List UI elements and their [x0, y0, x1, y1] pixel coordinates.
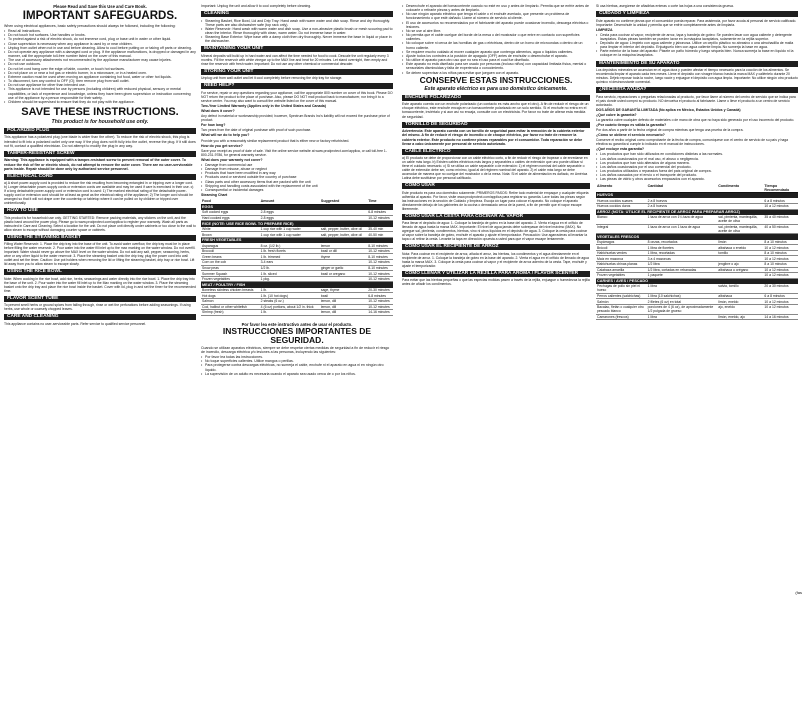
warranty-question: What does your warranty not cover? — [201, 157, 263, 162]
safeguard-item: • Close supervision is necessary when any appliance is used by or near children. — [4, 42, 196, 46]
table-cell: 6-8 minutes — [367, 210, 393, 215]
polarized-plug-text: This appliance has a polarized plug (one blade is wider than the other). To reduce the risk of electric shock, this plug is intended to fit into a polarized outlet only one way. If the plug does not fit fully into the outlet, reverse the plug. If it still does not fit, contact a qualified electrician. Do not attempt to modify the plug in any way. — [4, 135, 196, 148]
table-cell: 1 lb. — [260, 310, 320, 316]
enchufe-bar: ENCHUFE POLARIZADO — [402, 95, 590, 101]
table-row — [596, 224, 798, 234]
table-cell: 2 steaks (6 oz.) — [260, 299, 320, 305]
table-cell: 8 a 10 minutos — [763, 240, 798, 245]
herbs-note: Si usa hierbas, asegúrese de añadirlas enteras o corte las hojas a una consistencia gruesa. — [596, 4, 734, 8]
table-cell: basil or dill — [320, 248, 367, 254]
table-cell: lemon, dill — [320, 310, 367, 316]
limpieza-item: • Parte exterior de la base del aparato: Pásele un paño húmedo y luego séquela bien. Nunca sumerja la base en líquido ni la coloque en la máquina lavaplatos. — [596, 49, 798, 57]
spanish-safeguards-heading: INSTRUCCIONES IMPORTANTES DE SEGURIDAD. — [222, 325, 372, 345]
table-cell: 10-12 minutes — [367, 271, 393, 277]
ayuda-text: Para servicio, reparaciones o preguntas relacionadas al producto, por favor llame al número del centro de servicio que se indica para el país donde usted compró su producto. NO devuelva el producto al fabricante. Llame o lleve el producto a un centro de servicio autorizado. — [596, 94, 796, 107]
table-cell: 40 a 50 minutos — [763, 224, 798, 234]
table-cell: 40-50 min — [367, 232, 393, 238]
table-cell: 8-10 minutes — [367, 254, 393, 260]
section-title: HUEVOS — [596, 193, 798, 199]
table-cell: Salmón — [596, 299, 647, 305]
limpieza-item: • Depósito de agua: Límpielo con agua caliente y jabonosa. Utilice un cepillo plástico no abrasivo o una almohadilla de malla para limpiar el interior del depósito. Enjuáguelo bien con agua caliente limpia. No sumerja la base en agua. — [596, 41, 798, 49]
como-usar-text: Este producto es para uso doméstico solamente. PRIMEROS PASOS: Retire todo material de empaque y cualquier etiqueta adherida al aparato. Por favor, visite www.prodprotect.com/applica para registrar su garantía. Lave todas las piezas según las instrucciones en la sección de Cuidado y limpieza. Escoja un lugar para colocar el aparato. No coloque el aparato directamente debajo de los gabinetes de la cocina o demasiado cerca de la pared, a fin de permitir que el vapor escape libremente. — [402, 190, 589, 211]
table-cell: thyme — [320, 254, 367, 260]
table-cell: 3 a 4 mazorcas — [647, 256, 718, 262]
safeguard-item: • To disconnect, turn any control to OFF (O); then remove plug from wall outlet. — [4, 79, 196, 83]
table-cell: Asparagus — [201, 243, 260, 248]
table-cell: 1 lb. trimmed — [260, 254, 320, 260]
safeguard-item: • Children should be supervised to ensure that they do not play with the appliance. — [4, 100, 196, 104]
maintaining-text: Mineral deposits will build up in hard water and can affect the time needed for food to cook. Descale the unit regularly every 3 months. Fill the reservoir with white vinegar up to the MAX line and heat for 20 minutes. Let stand overnight, then empty and rinse the reservoir with fresh water. Important: Do not use any other chemical or commercial descaler. — [201, 53, 389, 66]
table-cell: 14 a 16 minutos — [763, 314, 798, 320]
table-row — [596, 215, 798, 224]
table-header-row — [596, 183, 798, 192]
table-cell: salvia, tomillo — [717, 284, 763, 293]
cesta-text: Para llenar el depósito de agua: 1. Coloque la bandeja de goteo en la base del aparato. 2. Vierta el agua en el orificio de llenado de agua hasta la marca MAX. Importante: El nivel de agua jamás debe sobrepasar del nivel máximo (MAX). No agregue sal, pimienta, condimentos, hierbas, vino ni otros líquidos en el depósito de agua. 3. Coloque la cesta para cocinar al vapor sobre la bandeja de goteo, enchufe el aparato y ajuste el temporizador. Precaución: Use agarraderas al levantar la tapa o al retirar la cesta. Levante la tapa en dirección opuesta a usted para que el vapor escape lentamente. — [402, 221, 588, 242]
table-cell: 8 onzas, recortados — [647, 240, 718, 245]
table-cell: albahaca u orégano — [717, 267, 763, 273]
table-cell: 1 libra — [647, 314, 718, 320]
save-instructions-heading: SAVE THESE INSTRUCTIONS. — [21, 105, 179, 118]
safeguards-intro: When using electrical appliances, basic safety precautions should always be followed, including the following: — [4, 24, 176, 28]
table-cell: Pechugas de pollo sin piel ni hueso — [596, 284, 647, 293]
garantia-exclusion: • Los daños causados por el envío o el transporte del producto. — [596, 173, 798, 177]
column-header: Time — [367, 199, 393, 204]
garantia-question: ¿Qué excluye esta garantía? — [596, 147, 645, 152]
spanish-intro: Cuando se utilizan aparatos eléctricos, siempre se debe respetar ciertas medidas de seguridad a fin de reducir el riesgo de incendio, descarga eléctrica y/o lesiones a las personas, incluyendo las siguientes: — [201, 345, 390, 354]
tornillo-bar: TORNILLO DE SEGURIDAD — [402, 122, 590, 128]
flavor-scent-bar: FLAVOR SCENT TUBE — [4, 296, 196, 302]
table-cell: 10-12 minutes — [367, 248, 393, 254]
table-cell: Frozen vegetables — [201, 276, 260, 282]
safeguard-item: • Do not operate any appliance with a damaged cord or plug. If the appliance malfunctions, is dropped or damaged in any manner, call the appropriate toll-free number listed on the cover of this manual. — [4, 50, 196, 58]
table-cell: 8 oz. (1/2 lb.) — [260, 243, 320, 248]
garantia-exclusion: • Los daños ocasionados por el uso comercial del producto. — [596, 165, 798, 169]
section-title: VEGETALES FRESCOS — [596, 234, 798, 240]
table-cell: 10 a 12 minutos — [763, 273, 798, 279]
garantia-exclusion: • Las piezas de vidrio y otros accesorios empacados con el aparato. — [596, 177, 798, 181]
garantia-title: DOS AÑOS DE GARANTÍA LIMITADA (No aplica en México, Estados Unidos y Canadá) — [596, 107, 741, 112]
table-cell: sal, pimienta, mantequilla, aceite de oliva — [717, 224, 763, 234]
warranty-question: How do you get service? — [201, 143, 243, 148]
garantia-exclusion: • Los productos utilizados o reparados fuera del país original de compra. — [596, 169, 798, 173]
table-cell: Habichuelas chinas planas — [596, 261, 647, 267]
table-cell: 1 cup rice with 1 cup water — [260, 227, 320, 232]
table-cell: Blanco — [596, 215, 647, 224]
table-cell: sal, pimienta, mantequilla, aceite de oliva — [717, 215, 763, 224]
table-row — [596, 314, 798, 320]
column-header: Tiempo Recomendado — [763, 183, 798, 192]
table-cell: 1 taza de arroz con 1¼ taza de agua — [647, 215, 718, 224]
need-help-bar: NEED HELP? — [201, 83, 393, 89]
safeguard-item: • Do not use appliance for other than intended use. — [4, 83, 196, 87]
table-cell: Huevos cocidos suaves — [596, 198, 647, 203]
table-cell: 4 (6 oz) portions, about 1/2 in. thick — [260, 304, 320, 310]
table-row — [596, 284, 798, 293]
table-cell: 1 taza de arroz con 1 taza de agua — [647, 224, 718, 234]
table-cell: 3-4 ears — [260, 260, 320, 266]
column-header: Condimento — [717, 183, 763, 192]
table-cell: 6 a 8 minutos — [763, 293, 798, 299]
safeguard-item: • This appliance is not intended for use by persons (including children) with reduced physical, sensory or mental capabilities, or lack of experience and knowledge, unless they have been given supervision or instruction concerning use of the appliance by a person responsible for their safety. — [4, 87, 196, 99]
table-cell: 1 lb. sliced — [260, 271, 320, 277]
garantia-exclusions — [596, 152, 798, 181]
safeguard-item: • To protect against a risk of electric shock, do not immerse cord, plug or base unit in water or other liquid. — [4, 37, 196, 41]
table-cell: 2-8 eggs — [260, 210, 320, 215]
warranty-question: For how long? — [201, 123, 226, 128]
safeguard-item: • Read all instructions. — [4, 29, 196, 33]
warranty-question: What does it cover? — [201, 109, 235, 114]
column-spanish-care-chart — [596, 4, 798, 704]
table-cell: lemon — [320, 243, 367, 248]
table-cell: basil or oregano — [320, 271, 367, 277]
how-to-use-bar: HOW TO USE — [4, 208, 196, 214]
table-cell: basil — [320, 293, 367, 299]
table-cell: 10-12 minutes — [367, 215, 393, 221]
table-cell: Cod, halibut or other whitefish — [201, 304, 260, 310]
warranty-exclusion: • Shipping and handling costs associated with the replacement of the unit — [201, 184, 393, 188]
garantia-exclusion: • Los productos que han sido alterados de alguna manera. — [596, 161, 798, 165]
table-cell: 10-12 minutes — [367, 299, 393, 305]
table-cell: Integral — [596, 224, 647, 234]
table-cell: Summer Squash — [201, 271, 260, 277]
spanish-safeguard-item: • Por favor lea todas las instrucciones. — [201, 355, 393, 359]
table-cell: albahaca o eneldo — [717, 245, 763, 251]
storing-bar: STORING YOUR UNIT — [201, 69, 393, 75]
electrical-cord-bar: ELECTRICAL CORD — [4, 174, 196, 180]
read-save-notice: Please Read and Save this Use and Care Book. — [53, 4, 147, 9]
table-cell: tomillo — [717, 250, 763, 256]
spanish-read-notice: Por favor lea este instructivo antes de usar el producto. — [241, 321, 353, 327]
arroz-text: Nota: Para cocinar en el recipiente de arroz, añada el arroz, las hierbas, los condimentos y el agua directamente en el recipiente de arroz. 1. Coloque la bandeja de goteo en la base del aparato. 2. Vierta el agua en el orificio de llenado de agua hasta la marca MAX. 3. Coloque la cesta para cocinar al vapor y el recipiente de arroz adentro de la cesta. Tape, enchufe y ajuste el temporizador. — [402, 251, 589, 268]
warranty-answer: Two years from the date of original purchase with proof of such purchase. — [201, 128, 312, 133]
spanish-safeguard-item: • Se deben supervisar a los niños para evitar que jueguen con el aparato. — [402, 71, 590, 75]
spanish-safeguard-item: • La supervisión de un adulto es necesaria cuando el aparato sea usado cerca de o por los niños. — [201, 372, 393, 376]
safeguard-item: • Do not use outdoors. — [4, 62, 196, 66]
steaming-basket-text: Filling Water Reservoir: 1. Place the drip tray into the base of the unit. To avoid water overflow, the drip tray must be in place before filling the water reservoir. 2. Pour water into the water fill inlet up to the max marking on the water window. Do not overfill. Important: Water should never go above the MAX level on the water window. Do not add any salt, pepper, seasoning, herbs, wine or any other liquid to the water reservoir. 3. Place the steaming basket onto the drip tray, plug the power cord into wall outlet and set the timer. Caution: Use pot holders when removing the lid or lifting the steaming basket, drip tray or rice bowl. Lift lid away from you to allow steam to escape slowly. — [4, 242, 196, 267]
spanish-safeguards-list — [201, 355, 393, 376]
steaming-basket-bar: USING THE STEAMING BASKET — [4, 235, 196, 241]
spanish-safeguard-item: • No toque superficies calientes. Utilice mangos o perillas. — [201, 359, 393, 363]
how-to-use-text: This product is for household use only. GETTING STARTED: Remove packing materials, any stickers on the unit, and the plastic band around the power plug. Please go to www.prodprotect.com/applica to register your warranty. Wash all parts as instructed in Care and Cleaning. Select a location for the unit. Do not place unit directly under cabinets or too close to the wall to allow steam to escape without damaging counter space or cabinets. — [4, 215, 196, 232]
table-cell: Espárragos — [596, 240, 647, 245]
cesta-bar: CÓMO USAR LA CESTA PARA COCINAR AL VAPOR — [402, 214, 590, 220]
table-cell: Hard cooked eggs — [201, 215, 260, 221]
spanish-safeguards-list-cont — [402, 4, 590, 75]
table-cell: 1 libra de floretes — [647, 245, 718, 251]
table-cell: Habichuelas verdes — [596, 250, 647, 256]
table-cell: Bacalao, fletán o cualquier otro pescado blanco — [596, 304, 647, 314]
flavor-scent-text: To prevent smell herbs or ground spices from falling through, rinse or wet the perforations before adding seasonings. If using herbs, use whole or coarsely chopped leaves. — [4, 303, 191, 312]
warranty-exclusion: • Damage from misuse, abuse or neglect — [201, 167, 393, 171]
limpieza-item: • Cesta para cocinar al vapor, recipiente de arroz, tapa y bandeja de goteo: Se pueden lavar con agua caliente y detergente lavaplatos. Estas piezas también se pueden lavar en la máquina lavaplatos, solamente en la rejilla superior. — [596, 33, 798, 41]
warranty-exclusion: • Consequential or incidental damages — [201, 188, 393, 192]
table-cell: 1 libra — [647, 284, 718, 293]
warranty-exclusion: • Glass parts and other accessory items that are packed with the unit — [201, 180, 393, 184]
warranty-answer: Save your receipt as proof of date of sale. Visit the online service website at www.prodprotect.com/applica, or call toll-free 1-800-231-9786, for general warranty service. — [201, 148, 387, 157]
important-safeguards-heading: IMPORTANT SAFEGUARDS. — [22, 10, 178, 22]
table-cell: 20-30 minutes — [367, 288, 393, 293]
table-cell: albahaca — [717, 293, 763, 299]
table-cell: 8 a 10 minutos — [763, 261, 798, 267]
table-cell: Camarones (frescos) — [596, 314, 647, 320]
table-cell: 1 pkg. — [260, 276, 320, 282]
household-use-note: This product is for household use only. — [51, 118, 149, 125]
cuidado-bar: CUIDADO Y LIMPIEZA — [596, 11, 798, 17]
spanish-safeguard-item: • No utilice el aparato para otro uso que no sea el uso para el cual fue diseñado. — [402, 58, 590, 62]
garantia-question: ¿Cómo se obtiene el servicio necesario? — [596, 133, 665, 138]
table-cell: 1 paquete — [647, 273, 718, 279]
table-cell: Brown — [201, 232, 260, 238]
need-help-text: For service, repair or any questions regarding your appliance, call the appropriate 800 number on cover of this book. Please DO NOT return the product to the place of purchase. Also, please DO NOT mail product back to manufacturer, nor bring it to a service center. You may also want to consult the website listed on the cover of this manual. — [201, 90, 393, 103]
table-cell: 1/2 libra — [647, 261, 718, 267]
table-cell: Shrimp (fresh) — [201, 310, 260, 316]
table-cell: 8-10 minutes — [367, 265, 393, 271]
column-header: Food — [201, 199, 260, 204]
column-header: Amount — [260, 199, 320, 204]
table-cell: Broccoli — [201, 248, 260, 254]
steaming-chart-title: Steaming Chart — [201, 192, 228, 197]
table-cell: 6-8 minutes — [367, 293, 393, 299]
garantia-question: ¿Qué cubre la garantía? — [596, 112, 637, 117]
table-cell: 10-12 minutes — [367, 276, 393, 282]
table-cell: Green beans — [201, 254, 260, 260]
aroma-text: Para evitar que las hierbas pequeñas o que las especias molidas pasen a través de la rejilla, enjuague o humedezca la rejilla antes de añadir los condimentos. — [402, 278, 590, 287]
cleaning-list — [201, 19, 393, 44]
cleaning-item: • Water Reservoir: Hand wash with warm water and dish soap. Use a non-abrasive plastic brush or mesh scouring pad to clean the interior. Rinse thoroughly with clean, warm water. Do not immerse base in water. — [201, 27, 393, 35]
spanish-safeguard-item: • No coloque sobre ni cerca de las hornillas de gas o eléctricas, dentro de un horno de microondas o dentro de un horno caliente. — [402, 41, 590, 49]
table-cell: ginger or garlic — [320, 265, 367, 271]
warranty-question: What will we do to help you? — [201, 133, 250, 138]
table-cell: 6 a 8 minutos — [763, 198, 798, 203]
spanish-safeguard-item: • No se use al aire libre. — [402, 29, 590, 33]
table-cell: Maíz en mazorca — [596, 256, 647, 262]
como-usar-bar: CÓMO USAR — [402, 183, 590, 189]
tamper-screw-text: Warning: This appliance is equipped with a tamper-resistant screw to prevent removal of the outer cover. To reduce the risk of fire or electric shock, do not attempt to remove the outer cover. There are no user-serviceable parts inside. Repair should be done only by authorized service personnel. — [4, 158, 193, 171]
table-cell: 10 a 12 minutos — [763, 204, 798, 210]
section-title: ARROZ (NOTA: UTILICE EL RECIPIENTE DE ARROZ PARA PREPARAR ARROZ) — [596, 209, 798, 215]
table-cell: White — [201, 227, 260, 232]
spanish-safeguard-item: • Desenchufe el aparato del tomacorriente cuando no esté en uso y antes de limpiarlo. Permita que se enfríe antes de colocarle o retirarle piezas y antes de limpiarlo. — [402, 4, 590, 12]
safeguard-item: • Extreme caution must be used when moving an appliance containing hot food, water or other hot liquids. — [4, 75, 196, 79]
maintaining-bar: MAINTAINING YOUR UNIT — [201, 46, 393, 52]
garantia-answer: Por dos años a partir de la fecha original de compra mientras que tenga una prueba de la compra. — [596, 128, 744, 133]
garantia-exclusion: • Los daños ocasionados por el mal uso, el abuso o negligencia. — [596, 157, 798, 161]
cleaning-item: • Steaming Basket, Rice Bowl, Lid and Drip Tray: Hand wash with warm water and dish soap. Rinse and dry thoroughly. These parts are also dishwasher safe (top rack only). — [201, 19, 393, 27]
rice-bowl-text: Note: When cooking in the rice bowl, add rice, herbs, seasonings and water directly into the rice bowl. 1. Place the drip tray into the base of the unit. 2. Pour water into the water fill inlet up to the Max marking on the water window. 3. Place the steaming basket onto the drip tray and place the rice bowl inside the basket. Cover with lid, plug in and set the timer for the recommended time. — [4, 276, 196, 293]
table-cell: Perros calientes (salchichas) — [596, 293, 647, 299]
spanish-safeguard-item: • Este aparato no está diseñado para ser usado por personas (incluso niños) con capacidad limitada física, mental o sensoriales disminuidas y falta de experiencia o conocimiento. — [402, 62, 590, 70]
table-cell: Hot dogs — [201, 293, 260, 299]
table-cell: 8-10 minutes — [367, 243, 393, 248]
garantia-answer: La garantía cubre cualquier defecto de materiales o de mano de obra que no haya sido generado por el uso incorrecto del producto. — [596, 117, 795, 122]
table-cell: 1 libra, recortadas — [647, 250, 718, 256]
polarized-plug-bar: POLARIZED PLUG — [4, 128, 196, 134]
table-cell: 35-40 min — [367, 227, 393, 232]
mantenimiento-bar: MANTENIMIENTO DE SU APARATO — [596, 61, 798, 67]
rice-bowl-bar: USING THE RICE BOWL — [4, 269, 196, 275]
table-cell: limón — [717, 240, 763, 245]
table-cell: 10-12 minutes — [367, 260, 393, 266]
table-cell: 10-12 minutes — [367, 304, 393, 310]
table-cell: 2 filetes (6 oz) en total — [647, 299, 718, 305]
warranty-exclusion: • Products that have been modified in any way — [201, 171, 393, 175]
table-cell: salt, pepper, butter, olive oil — [320, 232, 367, 238]
section-title: MEAT / POULTRY / FISH — [201, 282, 393, 288]
table-cell: 10 a 12 minutos — [763, 299, 798, 305]
tabla-coccion-body — [596, 193, 798, 320]
section-title: EGGS — [201, 204, 393, 210]
domestic-use-note: Este aparato eléctrico es para uso doméstico únicamente. — [424, 85, 568, 92]
steaming-chart-table — [201, 199, 393, 316]
table-cell: 10 a 12 minutos — [763, 304, 798, 314]
table-cell: 10 a 12 minutos — [763, 245, 798, 251]
table-cell: 1 lb. fresh florets — [260, 248, 320, 254]
electrical-cord-text: a) A short power-supply cord is provided to reduce the risk resulting from becoming entangled in or tripping over a longer cord. b) Longer detachable power-supply cords or extension cords are available and may be used if care is exercised in their use. c) If a long detachable power-supply cord or extension cord is used: 1) The marked electrical rating of the detachable power-supply cord or extension cord should be at least as great as the electrical rating of the appliance; 2) The longer cord should be arranged so that it will not drape over the countertop or tabletop where it can be pulled on by children or tripped over unintentionally. — [4, 181, 194, 206]
mantenimiento-text: Los depósitos minerales se acumulan en el agua dura y pueden afectar el tiempo necesario para la cocción de los alimentos. Se recomienda limpiar el aparato cada tres meses. Llene el depósito con vinagre blanco hasta la marca MAX y caliéntelo durante 20 minutos. Déjelo reposar toda la noche, luego vacíe y enjuague el depósito con agua limpia. Importante: No utilice ningún otro producto químico ni desincrustante comercial. — [596, 68, 798, 85]
tamper-screw-bar: TAMPER-RESISTANT SCREW — [4, 151, 196, 157]
table-cell: Soft cooked eggs — [201, 210, 260, 215]
table-cell: ajo, eneldo — [717, 304, 763, 314]
table-cell: 1 lb. (10 hot dogs) — [260, 293, 320, 299]
warranty-answer: Provide you with a reasonably similar replacement product that is either new or factory refurbished. — [201, 138, 350, 143]
conserve-heading: CONSERVE ESTAS INSTRUCCIONES. — [419, 74, 573, 85]
tornillo-text: Advertencia: Este aparato cuenta con un tornillo de seguridad para evitar la remoción de la cubierta exterior del mismo. A fin de reducir el riesgo de incendio o de choque eléctrico, por favor no trate de remover la cubierta exterior. Este producto no contiene piezas reparables por el consumidor. Toda reparación se debe llevar a cabo únicamente por personal de servicio autorizado. — [402, 129, 585, 146]
table-cell: 1/2 lb. — [260, 265, 320, 271]
table-cell: porciones de 4 (6 oz), de aproximadamente 1/2 pulgada de grueso — [647, 304, 718, 314]
table-cell: Corn on the cob — [201, 260, 260, 266]
spanish-safeguard-item: • Ajuste todos los controles a la posición de apagado (OFF) antes de enchufar o desenchufar el aparato. — [402, 54, 590, 58]
column-header: Alimento — [596, 183, 647, 192]
table-row — [201, 310, 393, 316]
enchufe-text: Este aparato cuenta con un enchufe polarizado (un contacto es más ancho que el otro). A fin de reducir el riesgo de un choque eléctrico, este enchufe encaja en un tomacorriente polarizado en un solo sentido. Si el enchufe no entra en el tomacorriente, inviértalo y si aun así no encaja, consulte con un electricista. Por favor no trate de alterar esta medida de seguridad. — [402, 102, 589, 119]
table-cell: 1/2 libra, cortadas en rebanadas — [647, 267, 718, 273]
warranty-exclusion: • Products used or serviced outside the country of purchase — [201, 175, 393, 179]
table-cell: Snow peas — [201, 265, 260, 271]
side-edge-label: (fas — [795, 590, 802, 595]
care-cleaning-text: This appliance contains no user-serviceable parts. Refer service to qualified service personnel. — [4, 321, 147, 326]
garantia-exclusion: • Los productos que han sido utilizados en condiciones distintas a las normales. — [596, 152, 798, 156]
table-cell: 8 a 10 minutos — [763, 250, 798, 256]
table-cell: 10 a 12 minutos — [763, 267, 798, 273]
table-cell: Frozen vegetables — [596, 273, 647, 279]
garantia-answer: Conserve el recibo original como comprobante de la fecha de compra, comuníquese con el centro de servicio de su país y haga efectiva su garantía si cumple lo indicado en el manual de instrucciones. — [596, 138, 789, 147]
table-cell: 35 a 40 minutos — [763, 215, 798, 224]
table-cell: jengibre o ajo — [717, 261, 763, 267]
warranty-exclusion: • Damage from commercial use — [201, 163, 393, 167]
spanish-safeguard-item: • No use ningún aparato eléctrico que tenga el cable o el enchufe averiado, que presente un problema de funcionamiento o que esté dañado. Llame al número de servicio al cliente. — [402, 12, 590, 20]
table-cell: limón, eneldo — [717, 299, 763, 305]
ayuda-bar: ¿NECESITA AYUDA? — [596, 87, 798, 93]
safeguards-list — [4, 29, 196, 104]
safeguard-item: • Do not touch hot surfaces. Use handles or knobs. — [4, 33, 196, 37]
cleaning-item: • Steaming Base Exterior: Wipe base with a damp cloth then dry thoroughly. Never immerse the base in liquid or place in the dishwasher. — [201, 35, 393, 43]
tabla-coccion — [596, 183, 798, 320]
table-cell: 2-8 eggs — [260, 215, 320, 221]
column-english-safeguards — [4, 4, 196, 704]
cable-bar: CABLE ELÉCTRICO — [402, 149, 590, 155]
section-title: RICE (NOTE: USE RICE BOWL TO PREPARE RICE) — [201, 221, 393, 227]
cuidado-text: Este aparato no contiene piezas que el consumidor pueda reparar. Para asistencia, por favor acuda al personal de servicio calificado. Importante: Desenchufe la unidad y permita que se enfríe completamente antes de limpiarla. — [596, 18, 797, 27]
table-cell: 10 a 12 minutos — [763, 256, 798, 262]
column-english-care-chart — [201, 4, 393, 704]
table-cell: 1 libra (10 salchichas) — [647, 293, 718, 299]
safeguard-item: • The use of accessory attachments not recommended by the appliance manufacturer may cause injuries. — [4, 58, 196, 62]
cleaning-important-note: Important: Unplug the unit and allow it to cool completely before cleaning. — [201, 4, 312, 8]
safeguard-item: • Unplug from outlet when not in use and before cleaning. Allow to cool before putting on or taking off parts or cleaning. — [4, 46, 196, 50]
table-cell: lemon, dill — [320, 304, 367, 310]
warranty-title: Two-Year Limited Warranty (Applies only in the United States and Canada) — [201, 103, 326, 108]
limpieza-list — [596, 33, 798, 58]
table-cell: sage, thyme — [320, 288, 367, 293]
table-cell: Salmon — [201, 299, 260, 305]
aroma-bar: CÓMO LLENAR Y UTILIZAR LA REJILLA PARA AROMA / FLAVOR SCENTER — [402, 271, 590, 277]
safeguard-item: • Do not place on or near a hot gas or electric burner, in a microwave, or in a heated oven. — [4, 71, 196, 75]
table-cell: limón, eneldo, ajo — [717, 314, 763, 320]
cable-text: a) El producto se debe de proporcionar con un cable eléctrico corto, a fin de reducir el riesgo de tropezar o de enredarse en un cable más largo. b) Existen cables eléctricos más largos y separables o cables de extensión que uno puede utilizar si tiene el cuidado necesario. c) Si se utiliza un cable separable o de extensión: 1) el régimen nominal del cable separable o cable de extensión debe ser, como mínimo, igual al del régimen nominal del aparato. 2) el cable más largo se debe acomodar de manera que no cuelgue del mostrador o de la mesa. Nota: Si el cable de alimentación es dañado, en América Latina debe sustituirse por personal calificado. — [402, 156, 588, 181]
table-cell: Calabaza amarilla — [596, 267, 647, 273]
section-title: FRESH VEGETABLES — [201, 237, 393, 243]
spanish-safeguard-item: • No permita que el cable cuelgue del borde de la mesa o del mostrador o que entre en contacto con superficies calientes. — [402, 33, 590, 41]
storing-text: Unplug unit from wall outlet and let it cool completely before removing the drip tray for storage. — [201, 76, 343, 81]
garantia-question: ¿Por cuánto tiempo es válida la garantía? — [596, 122, 667, 127]
table-cell: 20 a 30 minutos — [763, 284, 798, 293]
table-cell: 1 lb. — [260, 288, 320, 293]
table-cell: 2 a 8 huevos — [647, 198, 718, 203]
spanish-safeguard-item: • Para protegerse contra descargas eléctricas, no sumerja el cable, enchufe ni el aparato en agua ni en ningún otro líquido. — [201, 363, 393, 371]
table-row — [596, 304, 798, 314]
column-spanish-safeguards — [402, 4, 590, 704]
table-cell: 14-16 minutes — [367, 310, 393, 316]
cleaning-bar: CLEANING — [201, 11, 393, 17]
spanish-safeguard-item: • Se requiere mucho cuidado al mover cualquier aparato que contenga alimentos, agua o líquidos calientes. — [402, 50, 590, 54]
table-cell: 1 cup rice with 1 cup water — [260, 232, 320, 238]
section-title: CARNES / AVES / PESCADO — [596, 278, 798, 284]
arroz-bar: CÓMO USAR EL RECIPIENTE DE ARROZ — [402, 244, 590, 250]
table-cell: 2 a 8 huevos — [647, 204, 718, 210]
table-cell: Boneless skinless chicken breasts — [201, 288, 260, 293]
limpieza-title: LIMPIEZA — [596, 27, 613, 32]
steaming-chart-body — [201, 204, 393, 315]
column-header: Cantidad — [647, 183, 718, 192]
warranty-answer: Any defect in material or workmanship provided; however, Spectrum Brands Inc's liability will not exceed the purchase price of product. — [201, 114, 390, 123]
care-cleaning-bar: CARE AND CLEANING — [4, 314, 196, 320]
spanish-safeguard-item: • El uso de accesorios no recomendados por el fabricante del aparato puede ocasionar incendio, descarga eléctrica o lesiones. — [402, 21, 590, 29]
safeguard-item: • Do not let cord hang over the edge of table, counter, or touch hot surfaces. — [4, 67, 196, 71]
table-cell: salt, pepper, butter, olive oil — [320, 227, 367, 232]
table-cell: Huevos cocidos duros — [596, 204, 647, 210]
table-cell: Brócoli — [596, 245, 647, 251]
table-cell: lemon, dill — [320, 299, 367, 305]
warranty-exclusions — [201, 163, 393, 192]
column-header: Suggested — [320, 199, 367, 204]
